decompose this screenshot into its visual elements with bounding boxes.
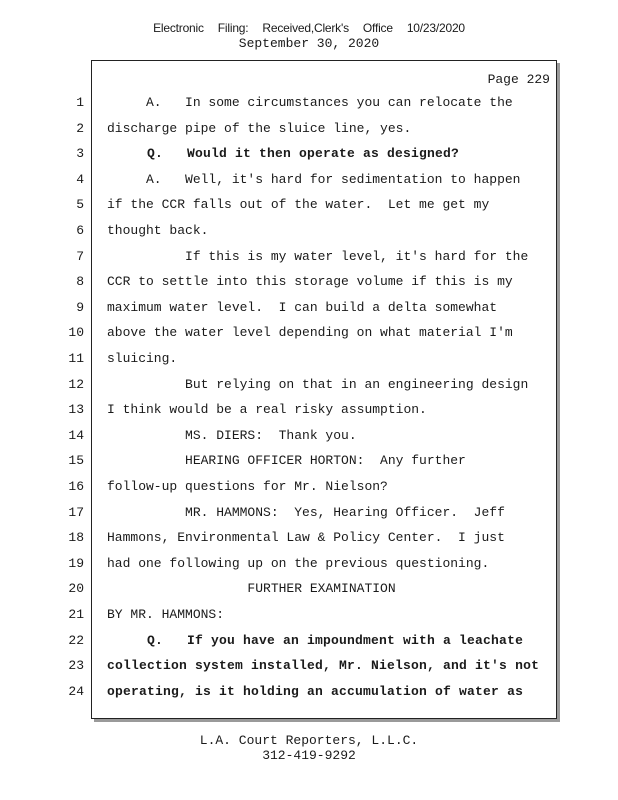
transcript-line: If this is my water level, it's hard for the xyxy=(107,248,529,264)
page-number: Page 229 xyxy=(487,72,550,87)
line-number: 16 xyxy=(68,479,84,494)
line-number: 19 xyxy=(68,555,84,571)
line-number: 12 xyxy=(68,376,84,392)
transcript-line: MS. DIERS: Thank you. xyxy=(107,427,357,443)
transcript-line: thought back. xyxy=(107,223,209,238)
transcript-line: Q. If you have an impoundment with a leachate xyxy=(107,632,524,648)
line-number: 1 xyxy=(76,95,84,110)
reporter-phone: 312-419-9292 xyxy=(262,748,356,763)
line-number: 4 xyxy=(76,171,84,187)
reporter-footer xyxy=(0,733,618,763)
transcript-line: above the water level depending on what material I'm xyxy=(107,325,513,341)
line-number: 22 xyxy=(68,632,84,648)
transcript-line: MR. HAMMONS: Yes, Hearing Officer. Jeff xyxy=(107,504,505,520)
transcript-line: FURTHER EXAMINATION xyxy=(107,581,396,597)
efiling-word-2: Filing: xyxy=(217,21,249,35)
transcript-line: I think would be a real risky assumption. xyxy=(107,402,427,418)
transcript-line: sluicing. xyxy=(107,351,178,366)
line-number: 24 xyxy=(68,683,84,699)
filing-header xyxy=(0,20,618,52)
efiling-word-3: Received,Clerk's xyxy=(262,21,349,35)
transcript-line: discharge pipe of the sluice line, yes. xyxy=(107,120,412,136)
transcript-line: CCR to settle into this storage volume if this is my xyxy=(107,274,513,290)
line-number: 6 xyxy=(76,223,84,238)
reporter-company: L.A. Court Reporters, L.L.C. xyxy=(199,733,419,748)
line-number: 20 xyxy=(68,581,84,597)
line-number: 5 xyxy=(76,197,84,213)
transcript-line: maximum water level. I can build a delta somewhat xyxy=(107,299,498,315)
efiling-stamp xyxy=(0,20,618,36)
line-number: 7 xyxy=(76,248,84,264)
hearing-date: September 30, 2020 xyxy=(238,36,380,51)
line-number: 2 xyxy=(76,120,84,136)
line-number: 9 xyxy=(76,299,84,315)
transcript-line: Hammons, Environmental Law & Policy Center. I just xyxy=(107,530,505,546)
line-number: 14 xyxy=(68,427,84,443)
transcript-line: operating, is it holding an accumulation of water as xyxy=(107,683,524,699)
line-number: 23 xyxy=(68,658,84,674)
line-number: 11 xyxy=(68,351,84,366)
line-number: 10 xyxy=(68,325,84,341)
line-number: 13 xyxy=(68,402,84,418)
transcript-line: had one following up on the previous questioning. xyxy=(107,555,490,571)
efiling-word-5: 10/23/2020 xyxy=(406,21,465,35)
transcript-line: BY MR. HAMMONS: xyxy=(107,607,225,622)
line-number: 15 xyxy=(68,453,84,469)
line-number: 17 xyxy=(68,504,84,520)
efiling-word-4: Office xyxy=(362,21,393,35)
transcript-line: if the CCR falls out of the water. Let me get my xyxy=(107,197,490,213)
transcript-line: Q. Would it then operate as designed? xyxy=(107,146,460,162)
efiling-word-1: Electronic xyxy=(153,21,204,35)
transcript-line: A. Well, it's hard for sedimentation to happen xyxy=(107,171,521,187)
line-number: 8 xyxy=(76,274,84,290)
line-number: 21 xyxy=(68,607,84,622)
line-number: 3 xyxy=(76,146,84,162)
transcript-line: A. In some circumstances you can relocate the xyxy=(107,95,513,110)
transcript-line: HEARING OFFICER HORTON: Any further xyxy=(107,453,466,469)
transcript-line: But relying on that in an engineering design xyxy=(107,376,529,392)
transcript-line: collection system installed, Mr. Nielson, and it's not xyxy=(107,658,540,674)
line-number: 18 xyxy=(68,530,84,546)
transcript-line: follow-up questions for Mr. Nielson? xyxy=(107,479,388,494)
